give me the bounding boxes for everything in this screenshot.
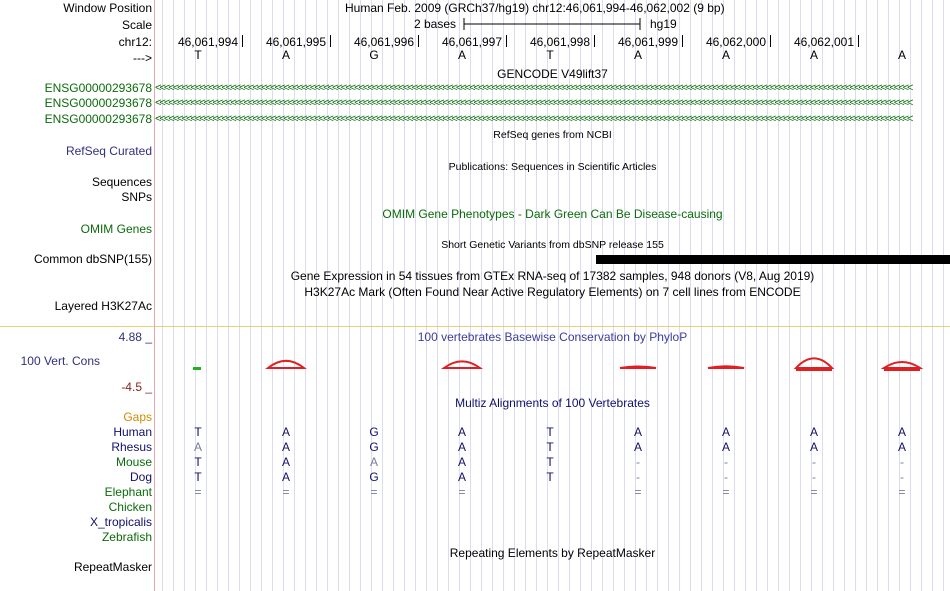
reference-base: A <box>457 48 466 62</box>
gencode-gene-label-2[interactable]: ENSG00000293678 <box>44 96 152 110</box>
alignment-base: T <box>194 455 202 469</box>
alignment-base: = <box>810 485 818 499</box>
alignment-base: - <box>812 470 816 484</box>
gaps-label[interactable]: Gaps <box>123 410 152 424</box>
ruler-tick <box>506 35 507 47</box>
h3k27ac-track-label[interactable]: Layered H3K27Ac <box>54 299 152 313</box>
species-label[interactable]: Zebrafish <box>101 530 152 544</box>
publications-track-title: Publications: Sequences in Scientific Articles <box>448 161 657 173</box>
conservation-mark <box>444 361 480 368</box>
ruler-coordinate: 46,061,994 <box>177 35 238 49</box>
alignment-base: = <box>634 485 642 499</box>
alignment-base: = <box>194 485 202 499</box>
alignment-base: A <box>897 425 906 439</box>
alignment-base: T <box>546 425 554 439</box>
alignment-base: T <box>546 440 554 454</box>
ruler-tick <box>330 35 331 47</box>
species-label[interactable]: Dog <box>129 470 152 484</box>
gencode-gene-label-3[interactable]: ENSG00000293678 <box>44 112 152 126</box>
alignment-base: - <box>900 455 904 469</box>
alignment-base: A <box>633 425 642 439</box>
ruler-coordinate: 46,061,995 <box>265 35 326 49</box>
ruler-coordinate: 46,061,996 <box>353 35 414 49</box>
alignment-base: - <box>636 470 640 484</box>
alignment-base: - <box>724 455 728 469</box>
alignment-base: T <box>546 455 554 469</box>
cons-track-label[interactable]: 100 Vert. Cons <box>20 354 100 368</box>
conservation-baseline <box>444 368 480 369</box>
conservation-mark <box>620 367 656 369</box>
conservation-mark <box>796 358 832 368</box>
alignment-base: A <box>809 425 818 439</box>
alignment-base: G <box>369 425 379 439</box>
chrom-label[interactable]: chr12: <box>118 35 152 49</box>
alignment-base: A <box>193 440 202 454</box>
ruler-tick <box>242 35 243 47</box>
reference-base: T <box>194 48 202 62</box>
ruler-coordinate: 46,062,000 <box>705 35 766 49</box>
dbsnp-track-title: Short Genetic Variants from dbSNP release 155 <box>441 239 664 251</box>
alignment-base: A <box>897 440 906 454</box>
alignment-base: = <box>370 485 378 499</box>
gencode-track-title: GENCODE V49lift37 <box>497 67 608 81</box>
species-label[interactable]: Human <box>113 425 152 439</box>
ruler-tick <box>770 35 771 47</box>
cons-min-label: -4.5 _ <box>121 380 152 394</box>
ruler-coordinate: 46,061,998 <box>529 35 590 49</box>
alignment-base: = <box>458 485 466 499</box>
gencode-transcript-3[interactable]: <<<<<<<<<<<<<<<<<<<<<<<<<<<<<<<<<<<<<<<<<<<<<<<<<<<<<<<<<<<<<<<<<<<<<<<<<<<<<<<<<<<<<<<<<<<<<<<<<<<<<<<<<<<<<<<<<<<<<<<<<<<<<<<<<<<<<<<<<<<<<<<<<<<<<<<<<<<<<<<<<<<<<<<<<<< <box>155 113 912 125</box>
ruler-tick <box>682 35 683 47</box>
alignment-base: A <box>281 470 290 484</box>
track-labels-column <box>0 0 154 591</box>
reference-base: T <box>546 48 554 62</box>
alignment-base: = <box>282 485 290 499</box>
sequences-track-label[interactable]: Sequences <box>91 175 152 189</box>
dbsnp-feature[interactable] <box>596 255 950 264</box>
multiz-track-title: Multiz Alignments of 100 Vertebrates <box>455 396 650 410</box>
reference-base: A <box>809 48 818 62</box>
window-position-text: Human Feb. 2009 (GRCh37/hg19) chr12:46,061,994-46,062,002 (9 bp) <box>345 1 725 15</box>
conservation-baseline <box>884 368 920 371</box>
alignment-base: A <box>457 455 466 469</box>
ruler-tick <box>858 35 859 47</box>
gtex-track-title: Gene Expression in 54 tissues from GTEx RNA-seq of 17382 samples, 948 donors (V8, Aug 2019) <box>290 269 815 283</box>
conservation-baseline <box>708 368 744 369</box>
gencode-transcript-2[interactable]: <<<<<<<<<<<<<<<<<<<<<<<<<<<<<<<<<<<<<<<<<<<<<<<<<<<<<<<<<<<<<<<<<<<<<<<<<<<<<<<<<<<<<<<<<<<<<<<<<<<<<<<<<<<<<<<<<<<<<<<<<<<<<<<<<<<<<<<<<<<<<<<<<<<<<<<<<<<<<<<<<<<<<<<<<<< <box>155 97 912 109</box>
alignment-base: A <box>457 440 466 454</box>
alignment-base: G <box>369 440 379 454</box>
alignment-base: = <box>898 485 906 499</box>
alignment-base: - <box>900 470 904 484</box>
ruler-coordinate: 46,062,001 <box>793 35 854 49</box>
species-label[interactable]: X_tropicalis <box>89 515 152 529</box>
conservation-plot[interactable] <box>155 355 950 381</box>
reference-base: A <box>281 48 290 62</box>
scale-text: 2 bases <box>414 17 457 31</box>
alignment-base: T <box>194 470 202 484</box>
conservation-mark <box>708 366 744 368</box>
refseq-track-title: RefSeq genes from NCBI <box>493 129 612 141</box>
alignment-base: A <box>281 425 290 439</box>
strand-toggle[interactable]: ---> <box>133 51 152 65</box>
scale-bar <box>463 17 643 31</box>
h3k27ac-track-title: H3K27Ac Mark (Often Found Near Active Regulatory Elements) on 7 cell lines from ENCODE <box>304 285 801 299</box>
alignment-base: G <box>369 470 379 484</box>
alignment-base: T <box>546 470 554 484</box>
conservation-mark <box>268 361 304 368</box>
omim-track-title: OMIM Gene Phenotypes - Dark Green Can Be Disease-causing <box>382 207 723 221</box>
species-label[interactable]: Rhesus <box>111 440 152 454</box>
species-label[interactable]: Elephant <box>104 485 152 499</box>
alignment-base: A <box>721 425 730 439</box>
gencode-gene-label-1[interactable]: ENSG00000293678 <box>44 81 152 95</box>
conservation-mark <box>884 362 920 368</box>
alignment-base: - <box>724 470 728 484</box>
reference-base: A <box>897 48 906 62</box>
conservation-baseline <box>796 368 832 371</box>
ruler-coordinate: 46,061,999 <box>617 35 678 49</box>
alignment-base: A <box>281 455 290 469</box>
alignment-base: A <box>457 470 466 484</box>
scale-label: Scale <box>121 18 152 32</box>
ruler-tick <box>418 35 419 47</box>
reference-base: G <box>369 48 379 62</box>
snps-track-label[interactable]: SNPs <box>121 190 152 204</box>
alignment-base: - <box>636 455 640 469</box>
gencode-transcript-1[interactable]: <<<<<<<<<<<<<<<<<<<<<<<<<<<<<<<<<<<<<<<<<<<<<<<<<<<<<<<<<<<<<<<<<<<<<<<<<<<<<<<<<<<<<<<<<<<<<<<<<<<<<<<<<<<<<<<<<<<<<<<<<<<<<<<<<<<<<<<<<<<<<<<<<<<<<<<<<<<<<<<<<<<<<<<<<<< <box>155 82 912 94</box>
ruler-coordinate: 46,061,997 <box>441 35 502 49</box>
ruler-tick <box>594 35 595 47</box>
repeatmasker-track-label[interactable]: RepeatMasker <box>73 560 152 574</box>
species-label[interactable]: Chicken <box>108 500 152 514</box>
alignment-base: A <box>721 440 730 454</box>
conservation-baseline <box>620 368 656 369</box>
alignment-base: = <box>722 485 730 499</box>
conservation-mark <box>193 367 201 370</box>
repeatmasker-track-title: Repeating Elements by RepeatMasker <box>449 546 656 560</box>
reference-base: A <box>721 48 730 62</box>
alignment-base: - <box>812 455 816 469</box>
window-position-label: Window Position <box>63 1 152 15</box>
dbsnp-track-label[interactable]: Common dbSNP(155) <box>33 252 152 266</box>
phylop-track-title: 100 vertebrates Basewise Conservation by PhyloP <box>417 330 688 344</box>
refseq-track-label[interactable]: RefSeq Curated <box>65 144 152 158</box>
alignment-base: A <box>369 455 378 469</box>
alignment-base: A <box>633 440 642 454</box>
track-divider <box>0 326 154 327</box>
omim-track-label[interactable]: OMIM Genes <box>80 222 152 236</box>
alignment-base: A <box>809 440 818 454</box>
alignment-base: T <box>194 425 202 439</box>
conservation-baseline <box>268 368 304 369</box>
cons-max-label: 4.88 _ <box>118 330 152 344</box>
alignment-base: A <box>457 425 466 439</box>
assembly-text: hg19 <box>650 17 677 31</box>
track-divider <box>155 326 950 327</box>
track-data-column[interactable] <box>155 0 950 591</box>
alignment-base: A <box>281 440 290 454</box>
reference-base: A <box>633 48 642 62</box>
species-label[interactable]: Mouse <box>115 455 152 469</box>
